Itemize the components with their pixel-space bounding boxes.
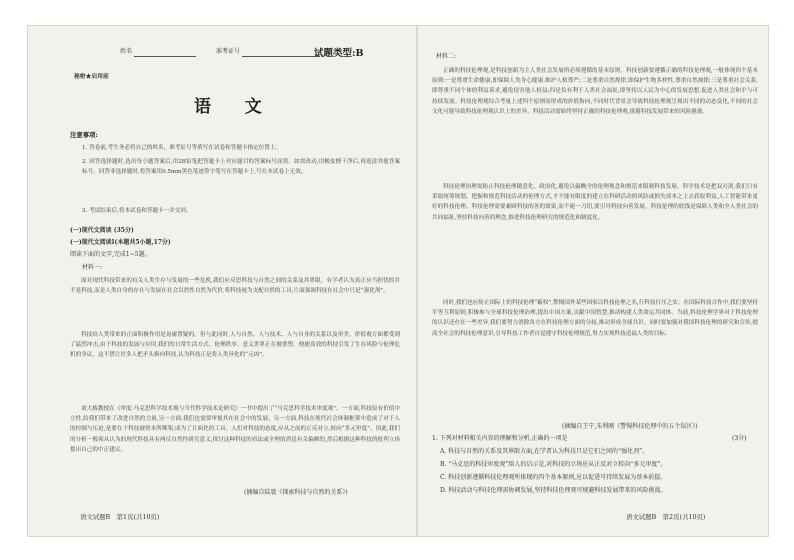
right-page <box>420 26 768 536</box>
material-1-paragraph: 面对现代科技带来的有关人类生存与发展的一些危机,我们应反思科技与自然之间的关系及其界限。有学者认为真正应当担忧的并不是科技,而是人类自身的存在与发展在社会以然性自然为代价,将科技视为支配自然的工具,片面强调科技在社会中只是“强化剂”。 <box>70 278 400 295</box>
material-2-paragraph: 同时,我们也应防止国际上的科技伦理“霸权”,警惕国外某些国家以科技伦理之名,行科技打压之实。在国际科技合作中,我们要坚持平等互利原则,积极参与全球科技伦理治理,提出中国方案,贡献中国智慧,推动构建人类命运共同体。当前,科技伦理学界对于科技伦理的认识还存在一些差异,我们要努力消除各方在科技伦理方面的分歧,推动形成全球共识。同时要加强对我国科技伦理的研究和宣传,提高全社会的科技伦理意识,引导科技工作者自觉遵守科技伦理规范,努力实现科技造福人类的目标。 <box>432 300 758 337</box>
material-1-paragraph: 刘大椿教授在《审度:马克思科学技术观与当代科学技术论研究》一书中提出了“马克思科学技术审度观”。一方面,科技原有价值中立性,给我们带来了改进自然的力量,另一方面,我们也需要审视其在社会中的发展。另一方面,科技在现代社会体制框架中造成了对于人的控制与压迫,是要在于科技被资本所绑架,成为了片面化的工具。人们对科技的态度,应从之前的正反对立,转向“多元审度”。因此,我们的分析一般须从认为的现代科技具有两反自然性研究意义,探讨这种科技的看法或全理的消息有关偏颇的,然后根据这种科技的批判立场提出自己的中正建议。 <box>70 406 400 453</box>
section-title: (一)现代文阅读 (35分) <box>70 227 134 234</box>
notice-item-1: 1. 答卷前,考生务必将自己的姓名、准考证号等填写在试卷和答题卡指定位置上。 <box>82 145 282 151</box>
name-blank <box>134 56 196 57</box>
notice-item-3: 3. 考试结束后,将本试卷和答题卡一并交回。 <box>82 208 192 214</box>
question-1-option-c: C. 科技创新遵循科技伦理观所体现的四个基本原则,应以促进可持续发展为基本前提。 <box>440 474 667 481</box>
exam-no-label: 准考证号 <box>216 48 241 55</box>
material-1-paragraph: 科技给人类带来的正面积极作用是毋庸置疑的。但与此同时,人与自然、人与技术、人与自身的关系以及审美、价值观方面都受到了猛烈冲击,由于科技的发展与应用,我们的日常生活方式、伦理秩序、意义世界正在被重塑。便捷高效的科技引发了生存风险与伦理危机的争议。这不禁让许多人把矛头指向科技,认为科技正是将人类异化的“元凶”。 <box>70 332 400 359</box>
notice-item-2: 2. 回答选择题时,选出每小题答案后,用2B铅笔把答题卡上对应题目的答案标号涂黑。如需改动,用橡皮擦干净后,再选涂其他答案标号。回答非选择题时,将答案用0.5mm黑色笔迹签字笔写在答题卡上,写在本试卷上无效。 <box>82 159 400 176</box>
page-footer-right: 语文试题B 第2页(共10页) <box>626 513 706 521</box>
subsection-title: (一)现代文阅读Ⅰ(本题共5小题,17分) <box>70 239 171 246</box>
subject-title: 语 文 <box>194 97 264 117</box>
notice-heading: 注意事项: <box>70 131 98 139</box>
exam-type-label: 试题类型:B <box>314 48 364 59</box>
reading-instruction: 阅读下面的文字,完成1~5题。 <box>70 251 151 258</box>
material-2-paragraph: 正确的科技伦理观,是科技创新为主人类社会发展所必须遵循的基本原则。科技创新要遵循正确的科技伦理观,一般体现四个基本原则:一是尊重生命健康,即保障人类身心健康,维护人格尊严;二是尊重自然规律,即保护生物多样性,尊重自然规律;三是尊重社会关系,即尊重不同个体的利益诉求,避免侵害他人权益;四是负有利于人类社会福祉,即坚持以人民为中心的发展思想,促进人类社会和平与可持续发展。科技伦理观综合考量上述四个原则而形成的价值指向,不同时代背景会导致科技伦理观呈现出不同的动态变化,不同的社会文化可能导致科技伦理观认识上的差异。科技活动需始终坚持正确的科技伦理观,规避科技发展带来的风险挑战。 <box>432 68 758 115</box>
exam-no-field <box>216 47 320 57</box>
question-1-points: (3分) <box>732 435 747 442</box>
question-1-option-b: B. “马克思的科技审度观”给人的启示是,对科技的立场应从正反对立转向“多元审度”。 <box>440 461 667 468</box>
material-1-source: (摘编自陆寰《探索科技与自然的关系》) <box>244 489 348 496</box>
name-label: 姓名 <box>120 48 133 55</box>
page-footer-left: 语文试题B 第1页(共10页) <box>80 513 160 521</box>
question-1-option-d: D. 科技活动与科技伦理需协调发展,坚持科技伦理观可规避科技发展带来的风险挑战。 <box>440 487 667 494</box>
left-page <box>28 26 416 536</box>
material-2-label: 材料二: <box>436 53 457 60</box>
exam-paper-sheet <box>28 26 768 536</box>
page-fold-divider <box>416 26 418 536</box>
secret-mark: 秘密★启用前 <box>74 74 109 80</box>
material-2-paragraph: 科技伦理治理需防止科技伦理随意化、政治化,避免以偏概全的伦理观念和规范来限制科技发展。科学技术是把双刃剑,我们只有采取统筹规划、把握和规范科技活动的伦理方式,才不能有限度的建立在科研活动的风险或损失成本之上去获取利益,人工智能带来更好的科技伦理。科技伦理需要兼顾科技的善的效果,而不能一刀切,要引导科技向善发展。科技伦理的底线是保障人类和全人类社会的共同福祉,坚持科技向善的理念,推进科技伦理研究的规范化和制度化。 <box>432 184 758 221</box>
exam-no-blank <box>242 56 320 57</box>
question-1-option-a: A. 科技与自然的关系及其界限方面,在学者认为科技只是它们之间的“强化剂”。 <box>440 448 649 455</box>
material-2-source: (摘编自王宁,朱利刚《警惕科技伦理中的五个误区》) <box>562 423 698 430</box>
question-1-stem: 1. 下列对材料相关内容的理解和分析,正确的一项是 <box>432 435 568 442</box>
material-1-label: 材料一: <box>82 264 103 271</box>
name-field <box>120 47 196 57</box>
